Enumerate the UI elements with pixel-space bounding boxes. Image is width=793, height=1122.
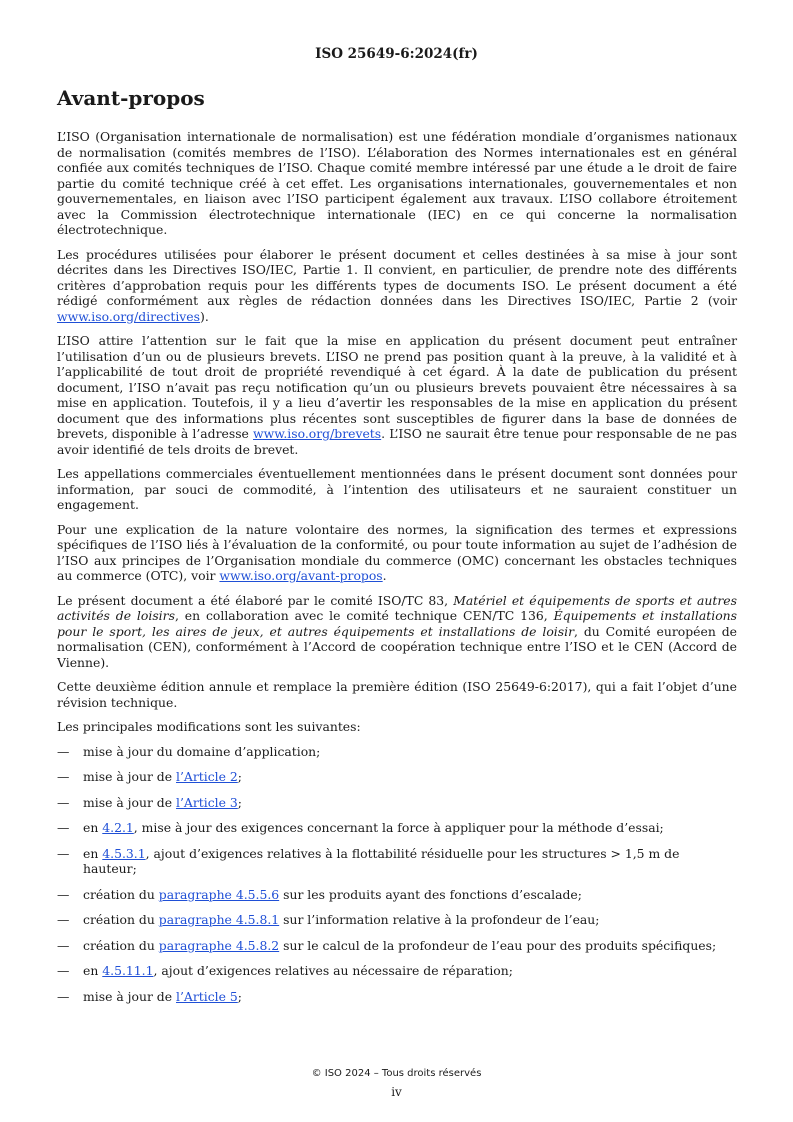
foreword-body — [57, 129, 737, 1014]
document-id-header: ISO 25649-6:2024(fr) — [315, 46, 478, 62]
list-item: — en 4.5.3.1, ajout d’exigences relatives à la flottabilité résiduelle pour les structures > 1,5 m de hauteur; — [57, 845, 680, 876]
list-item: — création du paragraphe 4.5.8.2 sur le calcul de la profondeur de l’eau pour des produits spécifiques; — [57, 937, 717, 953]
list-item: — création du paragraphe 4.5.5.6 sur les produits ayant des fonctions d’escalade; — [57, 886, 582, 902]
list-item: — mise à jour de l’Article 3; — [57, 794, 242, 810]
paragraph-procedures: Les procédures utilisées pour élaborer le présent document et celles destinées à sa mise à jour sont décrites dans les Directives ISO/IEC, Partie 1. Il convient, en particulier, de prendre note des différents critères d’approbation requis pour les différents types de documents ISO. Le présent document a été rédigé conformément aux règles de rédaction données dans les Directives ISO/IEC, Partie 2 (voir www.iso.org/directives). — [57, 246, 737, 324]
foreword-link[interactable]: www.iso.org/avant-propos — [219, 568, 383, 583]
clause-4-5-8-1-link[interactable]: paragraphe 4.5.8.1 — [158, 912, 280, 927]
clause-4-5-5-6-link[interactable]: paragraphe 4.5.5.6 — [158, 886, 280, 902]
list-item: — en 4.5.11.1, ajout d’exigences relatives au nécessaire de réparation; — [57, 963, 513, 978]
directives-link[interactable]: www.iso.org/directives — [57, 308, 200, 324]
clause-4-5-3-1-link[interactable]: 4.5.3.1 — [102, 845, 146, 861]
article-5-link[interactable]: l’Article 5 — [176, 988, 238, 1004]
patents-link[interactable]: www.iso.org/brevets — [253, 426, 382, 441]
list-item: — en 4.2.1, mise à jour des exigences concernant la force à appliquer pour la méthode d’essai; — [57, 820, 664, 835]
paragraph-edition: Cette deuxième édition annule et remplace la première édition (ISO 25649-6:2017), qui a fait l’objet d’une révision technique. — [57, 679, 737, 710]
clause-4-2-1-link[interactable]: 4.2.1 — [102, 820, 134, 835]
page-number: iv — [391, 1085, 402, 1099]
list-item: — mise à jour de l’Article 2; — [57, 769, 242, 784]
paragraph-changes-intro: Les principales modifications sont les suivantes: — [57, 719, 361, 734]
paragraph-committee: Le présent document a été élaboré par le comité ISO/TC 83, Matériel et équipements de sports et autres activités de loisirs, en collaboration avec le comité technique CEN/TC 136, Équipements et installations pour le sport, les aires de jeux, et autres équipements et installations de loisir, du Comité européen de normalisation (CEN), conformément à l’Accord de coopération technique entre l’ISO et le CEN (Accord de Vienne). — [57, 592, 737, 670]
paragraph-patents: L’ISO attire l’attention sur le fait que la mise en application du présent document peut entraîner l’utilisation d’un ou de plusieurs brevets. L’ISO ne prend pas position quant à la preuve, à la validité et à l’applicabilité de tout droit de propriété revendiqué à cet égard. À la date de publication du présent document, l’ISO n’avait pas reçu notification qu’un ou plusieurs brevets pouvaient être nécessaires à sa mise en application. Toutefois, il y a lieu d’avertir les responsables de la mise en application du présent document que des informations plus récentes sont susceptibles de figurer dans la base de données de brevets, disponible à l’adresse www.iso.org/brevets. L’ISO ne saurait être tenue pour responsable de ne pas avoir identifié de tels droits de brevet. — [57, 333, 737, 457]
clause-4-5-8-2-link[interactable]: paragraphe 4.5.8.2 — [158, 937, 280, 953]
list-item: — création du paragraphe 4.5.8.1 sur l’information relative à la profondeur de l’eau; — [57, 912, 600, 927]
paragraph-voluntary-nature: Pour une explication de la nature volontaire des normes, la signification des termes et expressions spécifiques de l’ISO liés à l’évaluation de la conformité, ou pour toute information au sujet de l’adhésion de l’ISO aux principes de l’Organisation mondiale du commerce (OMC) concernant les obstacles techniques au commerce (OTC), voir www.iso.org/avant-propos. — [57, 521, 737, 583]
clause-4-5-11-1-link[interactable]: 4.5.11.1 — [102, 963, 154, 978]
paragraph-trade-names: Les appellations commerciales éventuellement mentionnées dans le présent document sont données pour information, par souci de commodité, à l’intention des utilisateurs et ne sauraient constituer un engagement. — [57, 466, 737, 512]
article-3-link[interactable]: l’Article 3 — [176, 794, 238, 810]
copyright-footer: © ISO 2024 – Tous droits réservés — [311, 1068, 482, 1079]
page-title: Avant-propos — [57, 86, 205, 110]
list-item: — mise à jour de l’Article 5; — [57, 988, 242, 1004]
paragraph-iso-intro: L’ISO (Organisation internationale de normalisation) est une fédération mondiale d’organismes nationaux de normalisation (comités membres de l’ISO). L’élaboration des Normes internationales est en général confiée aux comités techniques de l’ISO. Chaque comité membre intéressé par une étude a le droit de faire partie du comité technique créé à cet effet. Les organisations internationales, gouvernementales et non gouvernementales, en liaison avec l’ISO participent également aux travaux. L’ISO collabore étroitement avec la Commission électrotechnique internationale (IEC) en ce qui concerne la normalisation électrotechnique. — [57, 129, 737, 237]
changes-list — [57, 744, 737, 1005]
list-item: — mise à jour du domaine d’application; — [57, 743, 321, 759]
article-2-link[interactable]: l’Article 2 — [176, 769, 238, 784]
